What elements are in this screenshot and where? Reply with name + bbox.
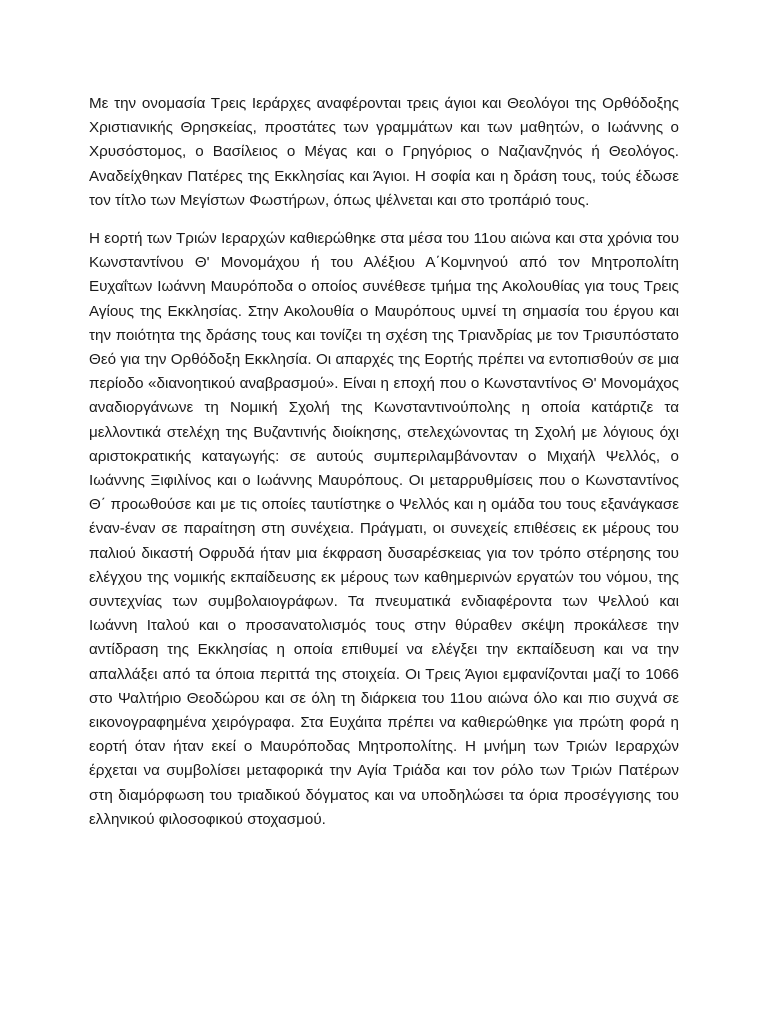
paragraph-intro: Με την ονομασία Τρεις Ιεράρχες αναφέρονται τρεις άγιοι και Θεολόγοι της Ορθόδοξης Χριστιανικής Θρησκείας, προστάτες των γραμμάτων και των μαθητών, ο Ιωάννης ο Χρυσόστομος, ο Βασίλειος ο Μέγας και ο Γρηγόριος ο Ναζιανζηνός ή Θεολόγος. Αναδείχθηκαν Πατέρες της Εκκλησίας και Άγιοι. Η σοφία και η δράση τους, τούς έδωσε τον τίτλο των Μεγίστων Φωστήρων, όπως ψέλνεται και στο τροπάριό τους.	[89, 95, 679, 209]
document-body	[89, 92, 679, 832]
paragraph-feast-history: Η εορτή των Τριών Ιεραρχών καθιερώθηκε στα μέσα του 11ου αιώνα και στα χρόνια του Κωνσταντίνου Θ' Μονομάχου ή του Αλέξιου Α΄Κομνηνού από τον Μητροπολίτη Ευχαΐτων Ιωάννη Μαυρόποδα ο οποίος συνέθεσε τμήμα της Ακολουθίας για τους Τρεις Αγίους της Εκκλησίας. Στην Ακολουθία ο Μαυρόπους υμνεί τη σημασία του έργου και την ποιότητα της δράσης τους και τονίζει τη σχέση της Τριανδρίας με τον Τρισυπόστατο Θεό για την Ορθόδοξη Εκκλησία. Οι απαρχές της Εορτής πρέπει να εντοπισθούν σε μια περίοδο «διανοητικού αναβρασμού». Είναι η εποχή που ο Κωνσταντίνος Θ' Μονομάχος αναδιοργάνωνε τη Νομική Σχολή της Κωνσταντινούπολης η οποία κατάρτιζε τα μελλοντικά στελέχη της Βυζαντινής διοίκησης, στελεχώνοντας τη Σχολή με λόγιους όχι αριστοκρατικής καταγωγής: σε αυτούς συμπεριλαμβάνονταν ο Μιχαήλ Ψελλός, ο Ιωάννης Ξιφιλίνος και ο Ιωάννης Μαυρόπους. Οι μεταρρυθμίσεις που ο Κωνσταντίνος Θ΄ προωθούσε και με τις οποίες ταυτίστηκε ο Ψελλός και η ομάδα του τους εξανάγκασε έναν-έναν σε παραίτηση στη συνέχεια. Πράγματι, οι συνεχείς επιθέσεις εκ μέρους του παλιού δικαστή Οφρυδά ήταν μια έκφραση δυσαρέσκειας για τον τρόπο στέρησης του ελέγχου της νομικής εκπαίδευσης εκ μέρους των καθημερινών εργατών του νόμου, της συντεχνίας των συμβολαιογράφων. Τα πνευματικά ενδιαφέροντα των Ψελλού και Ιωάννη Ιταλού και ο προσανατολισμός τους στην θύραθεν σκέψη προκάλεσε την αντίδραση της Εκκλησίας η οποία επιθυμεί να ελέγξει την εκπαίδευση και να την απαλλάξει από τα όποια περιττά της στοιχεία. Οι Τρεις Άγιοι εμφανίζονται μαζί το 1066 στο Ψαλτήριο Θεοδώρου και σε όλη τη διάρκεια του 11ου αιώνα όλο και πιο συχνά σε εικονογραφημένα χειρόγραφα. Στα Ευχάιτα πρέπει να καθιερώθηκε για πρώτη φορά η εορτή όταν ήταν εκεί ο Μαυρόποδας Μητροπολίτης. Η μνήμη των Τριών Ιεραρχών έρχεται να συμβολίσει μεταφορικά την Αγία Τριάδα και τον ρόλο των Τριών Πατέρων στη διαμόρφωση του τριαδικού δόγματος και να υποδηλώσει τα όρια προσέγγισης του ελληνικού φιλοσοφικού στοχασμού.	[89, 230, 679, 828]
